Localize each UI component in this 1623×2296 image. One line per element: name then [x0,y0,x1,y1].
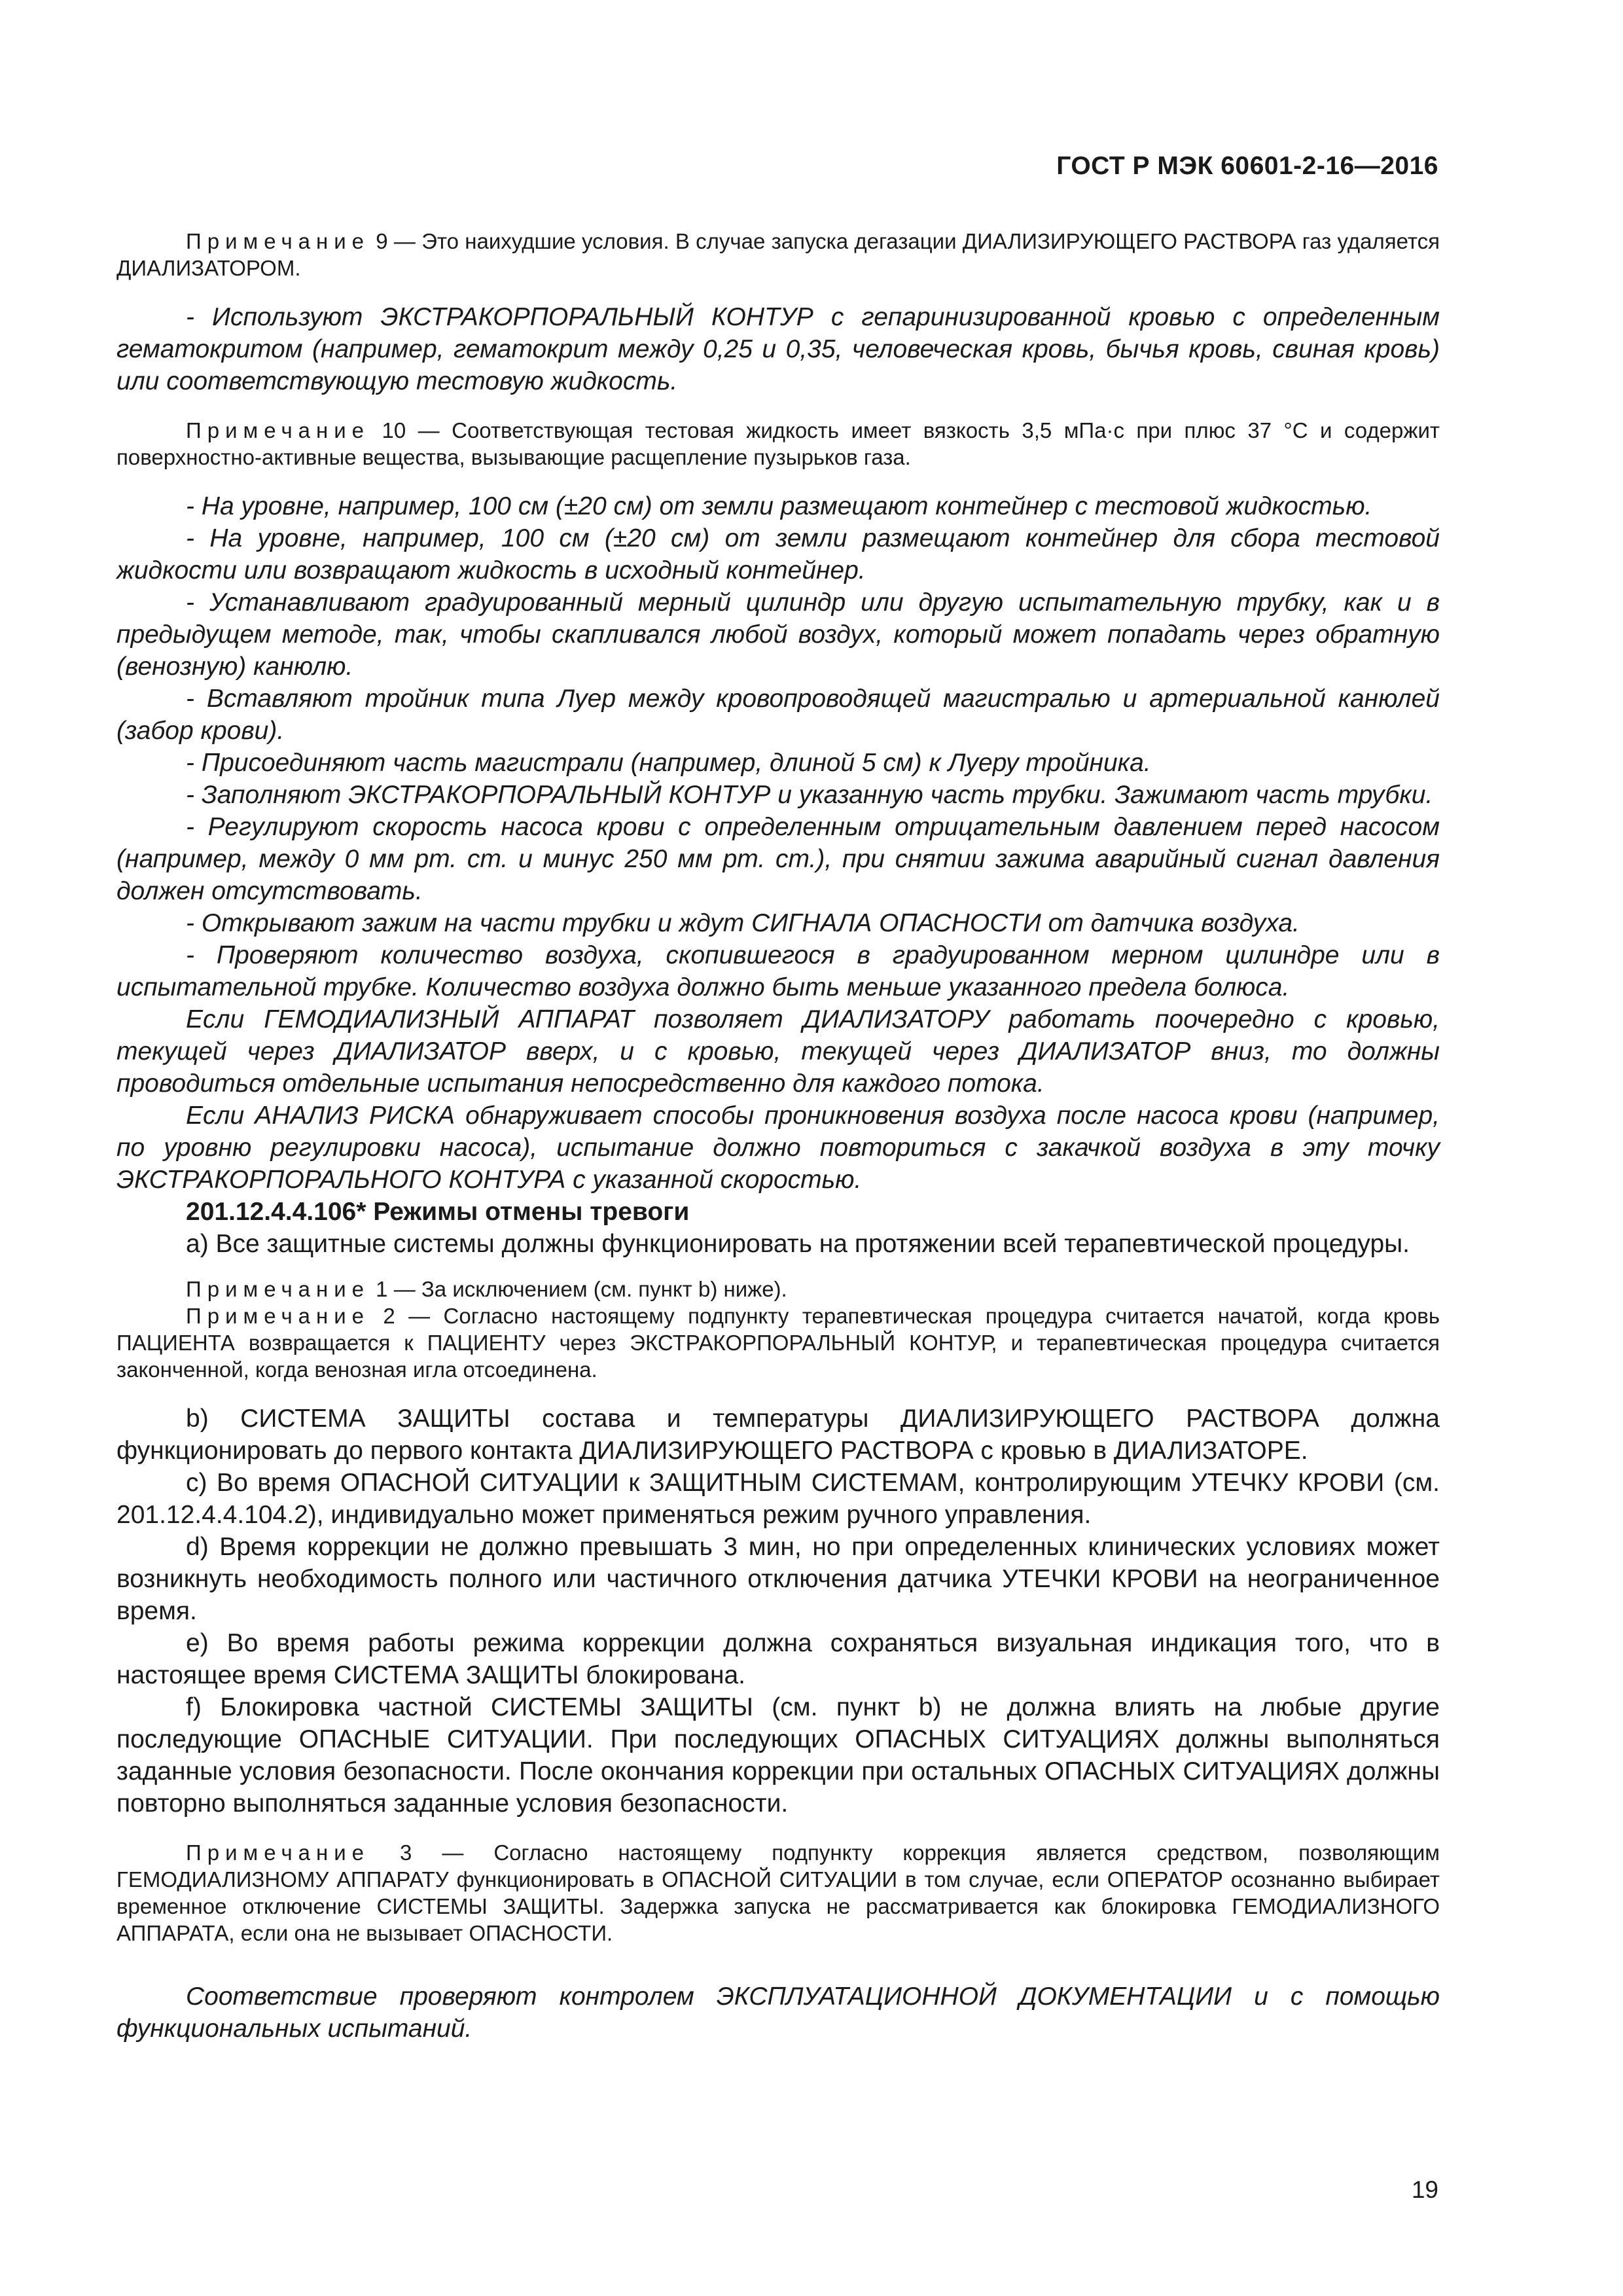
test-procedure-paragraph: Если ГЕМОДИАЛИЗНЫЙ АППАРАТ позволяет ДИАЛИЗАТОРУ работать поочередно с кровью, текущей через ДИАЛИЗАТОР вверх, и с кровью, текущей через ДИАЛИЗАТОР вниз, то должны проводиться отдельные испытания непосредственно для каждого потока. [116,1005,1440,1098]
note-text: За исключением (см. пункт b) ниже). [421,1277,787,1301]
document-id-header: ГОСТ Р МЭК 60601-2-16—2016 [1056,152,1438,180]
body-paragraph: c) Во время ОПАСНОЙ СИТУАЦИИ к ЗАЩИТНЫМ СИСТЕМАМ, контролирующим УТЕЧКУ КРОВИ (см. 201.12.4.4.104.2), индивидуально может применяться режим ручного управления. [116,1469,1440,1529]
section-heading: 201.12.4.4.106* Режимы отмены тревоги [186,1198,690,1226]
block-spacer [116,1383,1440,1403]
block-spacer [116,281,1440,301]
note-label: Примечание [186,418,370,442]
note-text: Это наихудшие условия. В случае запуска дегазации ДИАЛИЗИРУЮЩЕГО РАСТВОРА газ удаляется ДИАЛИЗАТОРОМ. [116,229,1440,280]
note-label: Примечание [186,1277,370,1301]
test-procedure-paragraph: - Проверяют количество воздуха, скопившегося в градуированном мерном цилиндре или в испытательной трубке. Количество воздуха должно быть меньше указанного предела болюса. [116,941,1440,1001]
note-text: Согласно настоящему подпункту терапевтическая процедура считается начатой, когда кровь ПАЦИЕНТА возвращается к ПАЦИЕНТУ через ЭКСТРАКОРПОРАЛЬНЫЙ КОНТУР, и терапевтическая процедура считается законченной, когда венозная игла отсоединена. [116,1304,1440,1382]
note-label: Примечание [186,229,370,253]
test-procedure-paragraph: - Используют ЭКСТРАКОРПОРАЛЬНЫЙ КОНТУР с гепаринизированной кровью с определенным гематокритом (например, гематокрит между 0,25 и 0,35, человеческая кровь, бычья кровь, свиная кровь) или соответствующую тестовую жидкость. [116,303,1440,395]
note-paragraph [116,417,1440,471]
note-text: Согласно настоящему подпункту коррекция является средством, позволяющим ГЕМОДИАЛИЗНОМУ АППАРАТУ функционировать в ОПАСНОЙ СИТУАЦИИ в том случае, если ОПЕРАТОР осознанно выбирает временное отключение СИСТЕМЫ ЗАЩИТЫ. Задержка запуска не рассматривается как блокировка ГЕМОДИАЛИЗНОГО АППАРАТА, если она не вызывает ОПАСНОСТИ. [116,1840,1440,1945]
note-number: 1 — [370,1277,421,1301]
body-paragraph: e) Во время работы режима коррекции должна сохраняться визуальная индикация того, что в настоящее время СИСТЕМА ЗАЩИТЫ блокирована. [116,1629,1440,1689]
body-paragraph: d) Время коррекции не должно превышать 3 мин, но при определенных клинических условиях может возникнуть необходимость полного или частичного отключения датчика УТЕЧКИ КРОВИ на неограниченное время. [116,1533,1440,1625]
body-paragraph: а) Все защитные системы должны функционировать на протяжении всей терапевтической процедуры. [186,1230,1410,1258]
block-spacer [116,471,1440,490]
note-number: 2 — [370,1304,444,1328]
note-paragraph [116,228,1440,281]
test-procedure-paragraph: - Вставляют тройник типа Луер между кровопроводящей магистралью и артериальной канюлей (забор крови). [116,685,1440,745]
note-label: Примечание [186,1840,370,1865]
test-procedure-paragraph: - Заполняют ЭКСТРАКОРПОРАЛЬНЫЙ КОНТУР и указанную часть трубки. Зажимают часть трубки. [186,781,1433,809]
test-procedure-paragraph: - На уровне, например, 100 см (±20 см) от земли размещают контейнер для сбора тестовой жидкости или возвращают жидкость в исходный контейнер. [116,524,1440,584]
note-number: 10 — [370,418,452,442]
block-spacer [116,1820,1440,1839]
test-procedure-paragraph: Соответствие проверяют контролем ЭКСПЛУАТАЦИОННОЙ ДОКУМЕНТАЦИИ и с помощью функциональных испытаний. [116,1982,1440,2043]
document-body [116,228,1440,2045]
test-procedure-paragraph: - На уровне, например, 100 см (±20 см) от земли размещают контейнер с тестовой жидкостью. [186,492,1372,520]
body-paragraph: b) СИСТЕМА ЗАЩИТЫ состава и температуры ДИАЛИЗИРУЮЩЕГО РАСТВОРА должна функционировать до первого контакта ДИАЛИЗИРУЮЩЕГО РАСТВОРА с кровью в ДИАЛИЗАТОРЕ. [116,1405,1440,1465]
note-paragraph [116,1839,1440,1946]
test-procedure-paragraph: - Устанавливают градуированный мерный цилиндр или другую испытательную трубку, как и в предыдущем методе, так, чтобы скапливался любой воздух, который может попадать через обратную (венозную) канюлю. [116,588,1440,681]
test-procedure-paragraph: - Присоединяют часть магистрали (например, длиной 5 см) к Луеру тройника. [186,749,1151,777]
test-procedure-paragraph: - Регулируют скорость насоса крови с определенным отрицательным давлением перед насосом (например, между 0 мм рт. ст. и минус 250 мм рт. ст.), при снятии зажима аварийный сигнал давления должен отсутствовать. [116,813,1440,905]
note-label: Примечание [186,1304,370,1328]
body-paragraph: f) Блокировка частной СИСТЕМЫ ЗАЩИТЫ (см. пункт b) не должна влиять на любые другие последующие ОПАСНЫЕ СИТУАЦИИ. При последующих ОПАСНЫХ СИТУАЦИЯХ должны выполняться заданные условия безопасности. После окончания коррекции при остальных ОПАСНЫХ СИТУАЦИЯХ должны повторно выполняться заданные условия безопасности. [116,1693,1440,1818]
note-paragraph [116,1276,1440,1302]
block-spacer [116,1946,1440,1981]
note-number: 3 — [370,1840,494,1865]
page-number: 19 [1411,2176,1438,2203]
block-spacer [116,1260,1440,1276]
test-procedure-paragraph: - Открывают зажим на части трубки и ждут СИГНАЛА ОПАСНОСТИ от датчика воздуха. [186,909,1300,937]
test-procedure-paragraph: Если АНАЛИЗ РИСКА обнаруживает способы проникновения воздуха после насоса крови (например, по уровню регулировки насоса), испытание должно повториться с закачкой воздуха в эту точку ЭКСТРАКОРПОРАЛЬНОГО КОНТУРА с указанной скоростью. [116,1102,1440,1194]
block-spacer [116,397,1440,417]
note-text: Соответствующая тестовая жидкость имеет вязкость 3,5 мПа·с при плюс 37 °С и содержит поверхностно-активные вещества, вызывающие расщепление пузырьков газа. [116,418,1440,469]
note-number: 9 — [370,229,422,253]
note-paragraph [116,1302,1440,1383]
